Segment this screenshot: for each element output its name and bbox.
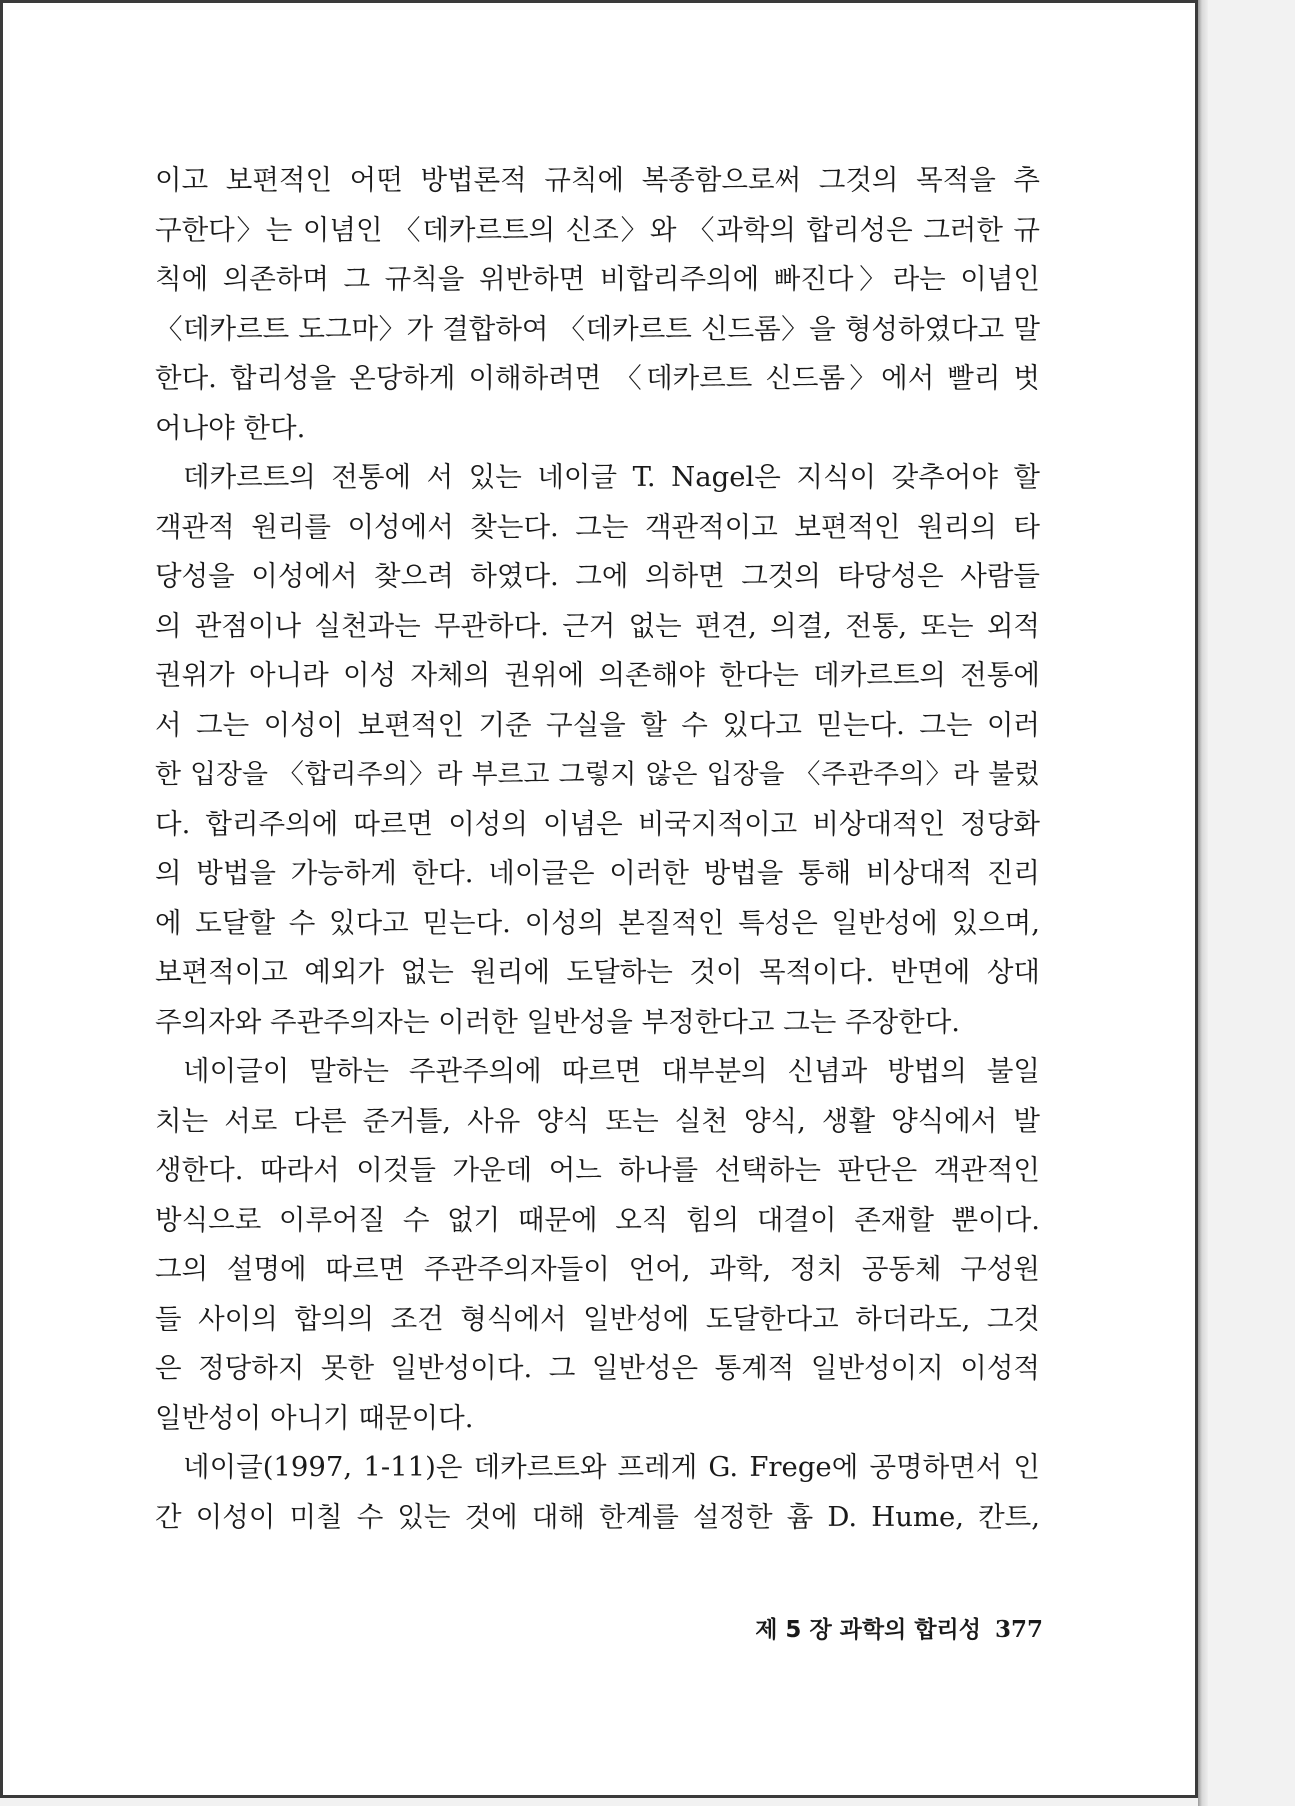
text-line: 보편적이고 예외가 없는 원리에 도달하는 것이 목적이다. 반면에 상대 bbox=[155, 956, 1040, 988]
text-line: 당성을 이성에서 찾으려 하였다. 그에 의하면 그것의 타당성은 사람들 bbox=[155, 560, 1040, 592]
text-line: 에 도달할 수 있다고 믿는다. 이성의 본질적인 특성은 일반성에 있으며, bbox=[155, 906, 1040, 939]
page-number: 377 bbox=[994, 1616, 1043, 1643]
text-line: 칙에 의존하며 그 규칙을 위반하면 비합리주의에 빠진다〉라는 이념인 bbox=[155, 263, 1040, 295]
text-line: 일반성이 아니기 때문이다. bbox=[155, 1401, 474, 1434]
text-line: 그의 설명에 따르면 주관주의자들이 언어, 과학, 정치 공동체 구성원 bbox=[155, 1253, 1040, 1285]
running-head: 제 5 장 과학의 합리성 bbox=[755, 1617, 981, 1643]
text-line: 의 방법을 가능하게 한다. 네이글은 이러한 방법을 통해 비상대적 진리 bbox=[155, 857, 1040, 889]
paragraph-first-line: 네이글(1997, 1-11)은 데카르트와 프레게 G. Frege에 공명하면서 인 bbox=[183, 1451, 1040, 1483]
text-line: 주의자와 주관주의자는 이러한 일반성을 부정한다고 그는 주장한다. bbox=[155, 1005, 961, 1038]
text-line: 어나야 한다. bbox=[155, 411, 306, 444]
text-line: 방식으로 이루어질 수 없기 때문에 오직 힘의 대결이 존재할 뿐이다. bbox=[155, 1203, 1040, 1236]
text-line: 생한다. 따라서 이것들 가운데 어느 하나를 선택하는 판단은 객관적인 bbox=[155, 1154, 1040, 1186]
text-line: 다. 합리주의에 따르면 이성의 이념은 비국지적이고 비상대적인 정당화 bbox=[155, 807, 1040, 840]
text-line: 객관적 원리를 이성에서 찾는다. 그는 객관적이고 보편적인 원리의 타 bbox=[155, 510, 1040, 543]
page-edge-shadow bbox=[1198, 0, 1208, 1806]
body-text bbox=[155, 156, 1040, 1542]
text-line: 은 정당하지 못한 일반성이다. 그 일반성은 통계적 일반성이지 이성적 bbox=[155, 1352, 1040, 1384]
paragraph-first-line: 네이글이 말하는 주관주의에 따르면 대부분의 신념과 방법의 불일 bbox=[183, 1055, 1040, 1087]
page-footer bbox=[703, 1611, 1043, 1644]
text-line: 치는 서로 다른 준거틀, 사유 양식 또는 실천 양식, 생활 양식에서 발 bbox=[155, 1104, 1040, 1137]
text-line: 의 관점이나 실천과는 무관하다. 근거 없는 편견, 의결, 전통, 또는 외적 bbox=[155, 609, 1040, 642]
text-line: 권위가 아니라 이성 자체의 권위에 의존해야 한다는 데카르트의 전통에 bbox=[155, 659, 1040, 691]
text-line: 이고 보편적인 어떤 방법론적 규칙에 복종함으로써 그것의 목적을 추 bbox=[155, 164, 1040, 196]
text-line: 구한다〉는 이념인 〈데카르트의 신조〉와 〈과학의 합리성은 그러한 규 bbox=[155, 213, 1040, 246]
text-line: 간 이성이 미칠 수 있는 것에 대해 한계를 설정한 흄 D. Hume, 칸트, bbox=[155, 1500, 1040, 1533]
text-line: 한 입장을 〈합리주의〉라 부르고 그렇지 않은 입장을 〈주관주의〉라 불렀 bbox=[155, 759, 1040, 790]
text-line: 〈데카르트 도그마〉가 결합하여 〈데카르트 신드롬〉을 형성하였다고 말 bbox=[155, 312, 1040, 345]
text-line: 한다. 합리성을 온당하게 이해하려면 〈데카르트 신드롬〉에서 빨리 벗 bbox=[155, 362, 1040, 394]
paragraph-first-line: 데카르트의 전통에 서 있는 네이글 T. Nagel은 지식이 갖추어야 할 bbox=[183, 461, 1040, 493]
text-line: 들 사이의 합의의 조건 형식에서 일반성에 도달한다고 하더라도, 그것 bbox=[155, 1302, 1040, 1335]
text-line: 서 그는 이성이 보편적인 기준 구실을 할 수 있다고 믿는다. 그는 이러 bbox=[155, 708, 1040, 741]
